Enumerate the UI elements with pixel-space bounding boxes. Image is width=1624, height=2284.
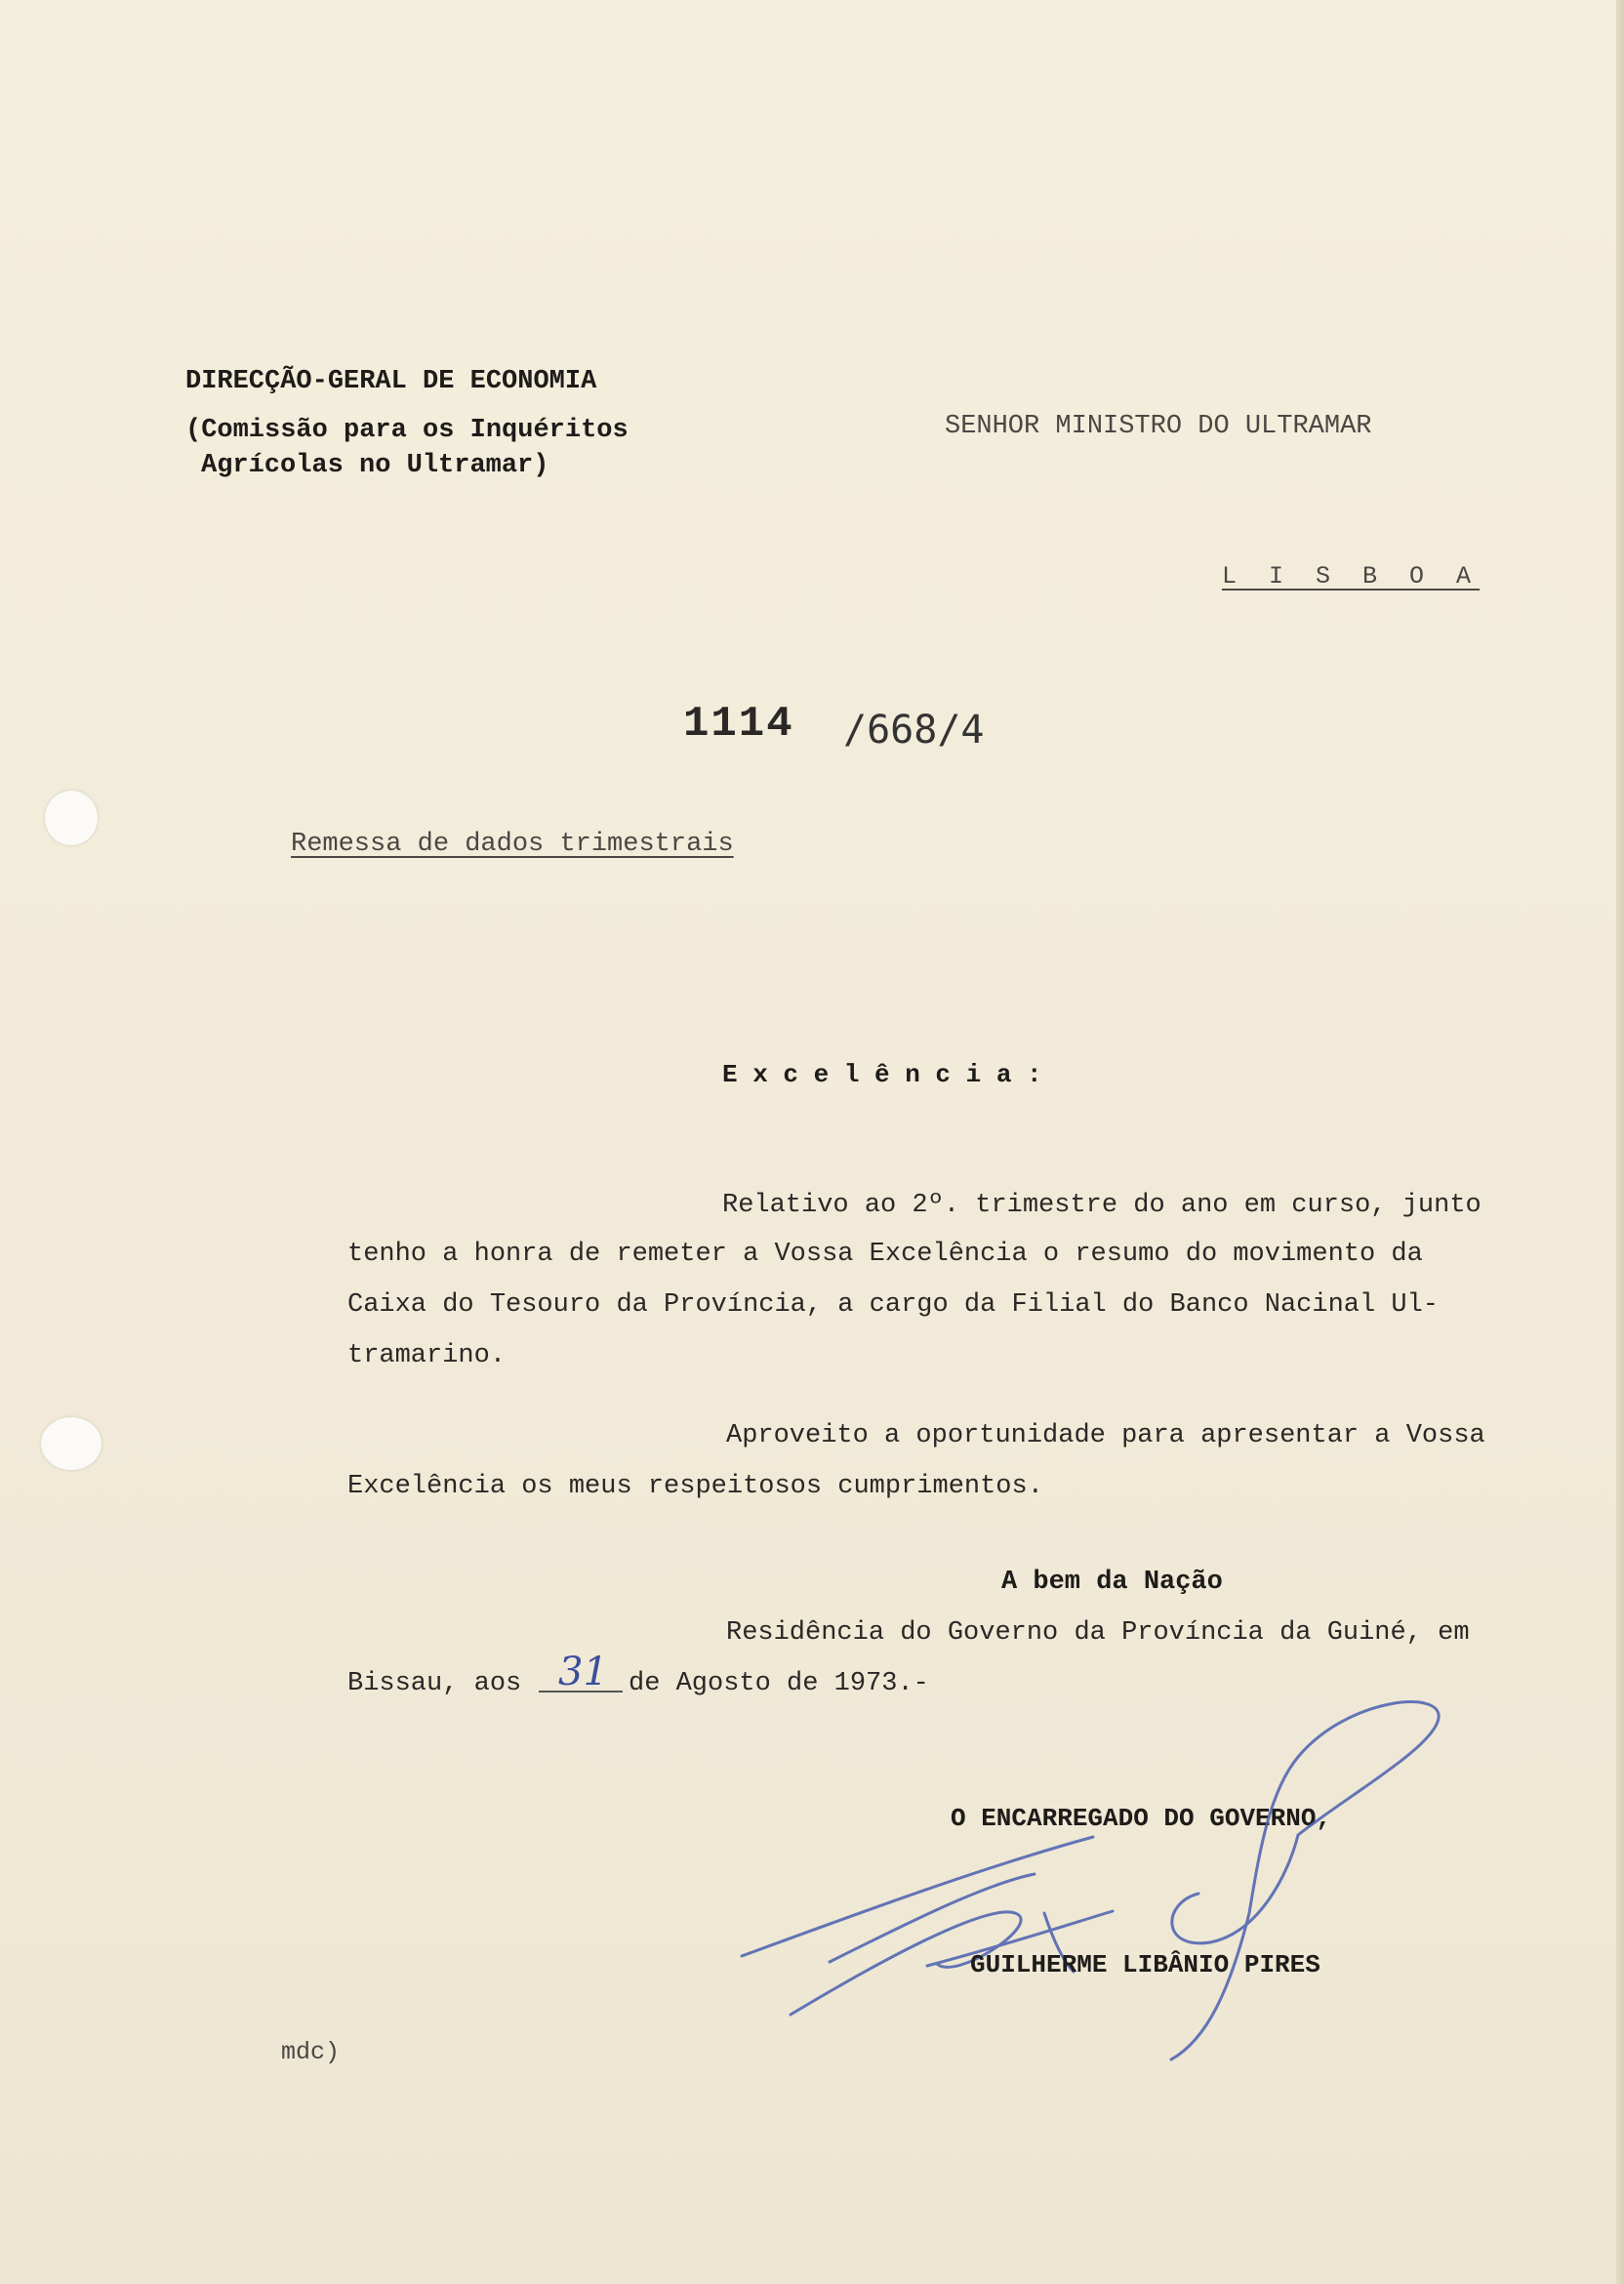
- handwritten-day: 31: [558, 1650, 608, 1694]
- addressee-city: L I S B O A: [1222, 562, 1481, 591]
- closing-place-prefix: Bissau, aos: [347, 1669, 522, 1698]
- department-line-3: Agrícolas no Ultramar): [201, 451, 549, 480]
- signatory-name: GUILHERME LIBÂNIO PIRES: [970, 1950, 1320, 1979]
- closing-place-line-1: Residência do Governo da Província da Guiné, em: [726, 1618, 1470, 1648]
- body-p2-line-2: Excelência os meus respeitosos cumprimentos.: [347, 1472, 1043, 1501]
- body-p1-line-2: tenho a honra de remeter a Vossa Excelência o resumo do movimento da: [347, 1240, 1423, 1269]
- body-p2-line-1: Aproveito a oportunidade para apresentar a Vossa: [726, 1421, 1485, 1450]
- closing-place-suffix: de Agosto de 1973.-: [629, 1669, 929, 1698]
- subject-line: Remessa de dados trimestrais: [291, 830, 734, 859]
- body-p1-line-1: Relativo ao 2º. trimestre do ano em curso, junto: [722, 1191, 1482, 1220]
- reference-sub-number: /668/4: [843, 708, 985, 753]
- signatory-title: O ENCARREGADO DO GOVERNO,: [951, 1804, 1332, 1833]
- department-line-1: DIRECÇÃO-GERAL DE ECONOMIA: [185, 367, 597, 396]
- closing-motto: A bem da Nação: [1001, 1568, 1223, 1597]
- department-line-2: (Comissão para os Inquéritos: [185, 416, 629, 445]
- typist-initials: mdc): [281, 2038, 341, 2066]
- body-p1-line-3: Caixa do Tesouro da Província, a cargo da Filial do Banco Nacinal Ul-: [347, 1290, 1439, 1320]
- reference-number: 1114: [683, 700, 794, 749]
- body-p1-line-4: tramarino.: [347, 1341, 507, 1370]
- addressee: SENHOR MINISTRO DO ULTRAMAR: [945, 412, 1372, 441]
- salutation: E x c e l ê n c i a :: [722, 1060, 1042, 1089]
